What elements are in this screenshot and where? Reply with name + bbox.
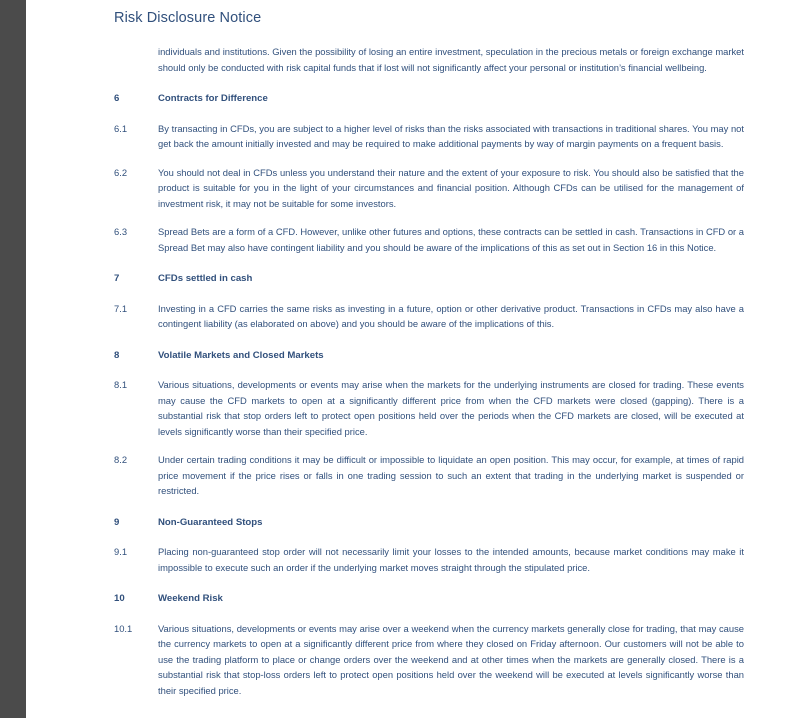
document-content bbox=[26, 0, 804, 718]
section-heading-text: Non-Guaranteed Stops bbox=[158, 516, 263, 528]
clause-text: Spread Bets are a form of a CFD. However, unlike other futures and options, these contracts can be settled in cash. Transactions in CFD or a Spread Bet may also have contingent liability and you should be aware of the implications of this as set out in Section 16 in this Notice. bbox=[158, 226, 744, 253]
clause-number: 6.1 bbox=[114, 122, 128, 134]
section-number: 9 bbox=[114, 516, 120, 528]
clause-number: 7.1 bbox=[114, 302, 128, 314]
clause-text: Investing in a CFD carries the same risks as investing in a future, option or other derivative product. Transactions in CFDs may also have a contingent liability (as elaborated on above) and you should be aware of the implications of this. bbox=[158, 302, 744, 329]
section-paragraph-row bbox=[114, 224, 744, 255]
section-number: 7 bbox=[114, 273, 120, 284]
clause-number: 6.3 bbox=[114, 226, 128, 237]
section-paragraph-row bbox=[114, 165, 744, 212]
section-heading-text: Contracts for Difference bbox=[158, 93, 268, 104]
clause-text: Various situations, developments or events may arise when the markets for the underlying instruments are closed for trading. These events may cause the CFD markets to open at a significantly different price from when the CFD markets were closed (gapping). There is a substantial risk that stop orders left to protect open positions held over the periods when the CFD markets are closed, will be executed at levels significantly worse than their specified price. bbox=[158, 379, 744, 437]
section-paragraph-row bbox=[114, 301, 744, 332]
clause-number: 8.1 bbox=[114, 379, 128, 390]
clause-number: 8.2 bbox=[114, 454, 128, 465]
clause-number bbox=[114, 44, 158, 75]
section-heading-text: CFDs settled in cash bbox=[158, 273, 253, 284]
section-paragraph-row bbox=[114, 44, 744, 75]
clause-text: individuals and institutions. Given the possibility of losing an entire investment, speculation in the precious metals or foreign exchange market should only be conducted with risk capital funds that if lost will not significantly affect your personal or institution’s financial wellbeing. bbox=[158, 46, 744, 73]
clause-text: By transacting in CFDs, you are subject to a higher level of risks than the risks associated with transactions in traditional shares. You may not get back the amount initially invested and may be required to make additional payments by way of margin payments on a frequent basis. bbox=[158, 122, 744, 149]
clause-text: Under certain trading conditions it may be difficult or impossible to liquidate an open position. This may occur, for example, at times of rapid price movement if the price rises or falls in one trading session to such an extent that trading in the underlying market is suspended or restricted. bbox=[158, 454, 744, 496]
document-body bbox=[114, 44, 744, 698]
section-number: 6 bbox=[114, 93, 120, 104]
page-left-margin-bar bbox=[0, 0, 26, 718]
clause-number: 10.1 bbox=[114, 622, 133, 634]
section-paragraph-row bbox=[114, 121, 744, 152]
section-number: 8 bbox=[114, 349, 120, 361]
clause-text: Various situations, developments or events may arise over a weekend when the currency markets generally close for trading, that may cause the currency markets to open at a significantly different price from where they closed on Friday afternoon. Our customers will not be able to use the trading platform to place or change orders over the weekend and at other times when the markets are generally closed. There is a substantial risk that stop-loss orders left to protect open positions held over the weekend will be executed at levels significantly worse than their specified price. bbox=[158, 622, 744, 696]
clause-text: You should not deal in CFDs unless you understand their nature and the extent of your exposure to risk. You should also be satisfied that the product is suitable for you in the light of your circumstances and financial position. Although CFDs can be utilised for the management of investment risk, it may not be suitable for some investors. bbox=[158, 166, 744, 209]
section-paragraph-row bbox=[114, 544, 744, 575]
section-paragraph-row bbox=[114, 377, 744, 439]
section-heading-text: Volatile Markets and Closed Markets bbox=[158, 349, 324, 361]
section-number: 10 bbox=[114, 593, 125, 604]
clause-number: 9.1 bbox=[114, 546, 128, 557]
page-title: Risk Disclosure Notice bbox=[114, 10, 262, 26]
clause-text: Placing non-guaranteed stop order will not necessarily limit your losses to the intended amounts, because market conditions may make it impossible to execute such an order if the underlying market moves straight through the stipulated price. bbox=[158, 546, 744, 573]
section-heading-row bbox=[114, 271, 744, 287]
section-heading-row bbox=[114, 348, 744, 364]
section-paragraph-row bbox=[114, 621, 744, 699]
section-heading-row bbox=[114, 91, 744, 107]
section-heading-text: Weekend Risk bbox=[158, 593, 223, 604]
section-paragraph-row bbox=[114, 452, 744, 499]
clause-number: 6.2 bbox=[114, 166, 128, 178]
section-heading-row bbox=[114, 515, 744, 531]
section-heading-row bbox=[114, 591, 744, 607]
